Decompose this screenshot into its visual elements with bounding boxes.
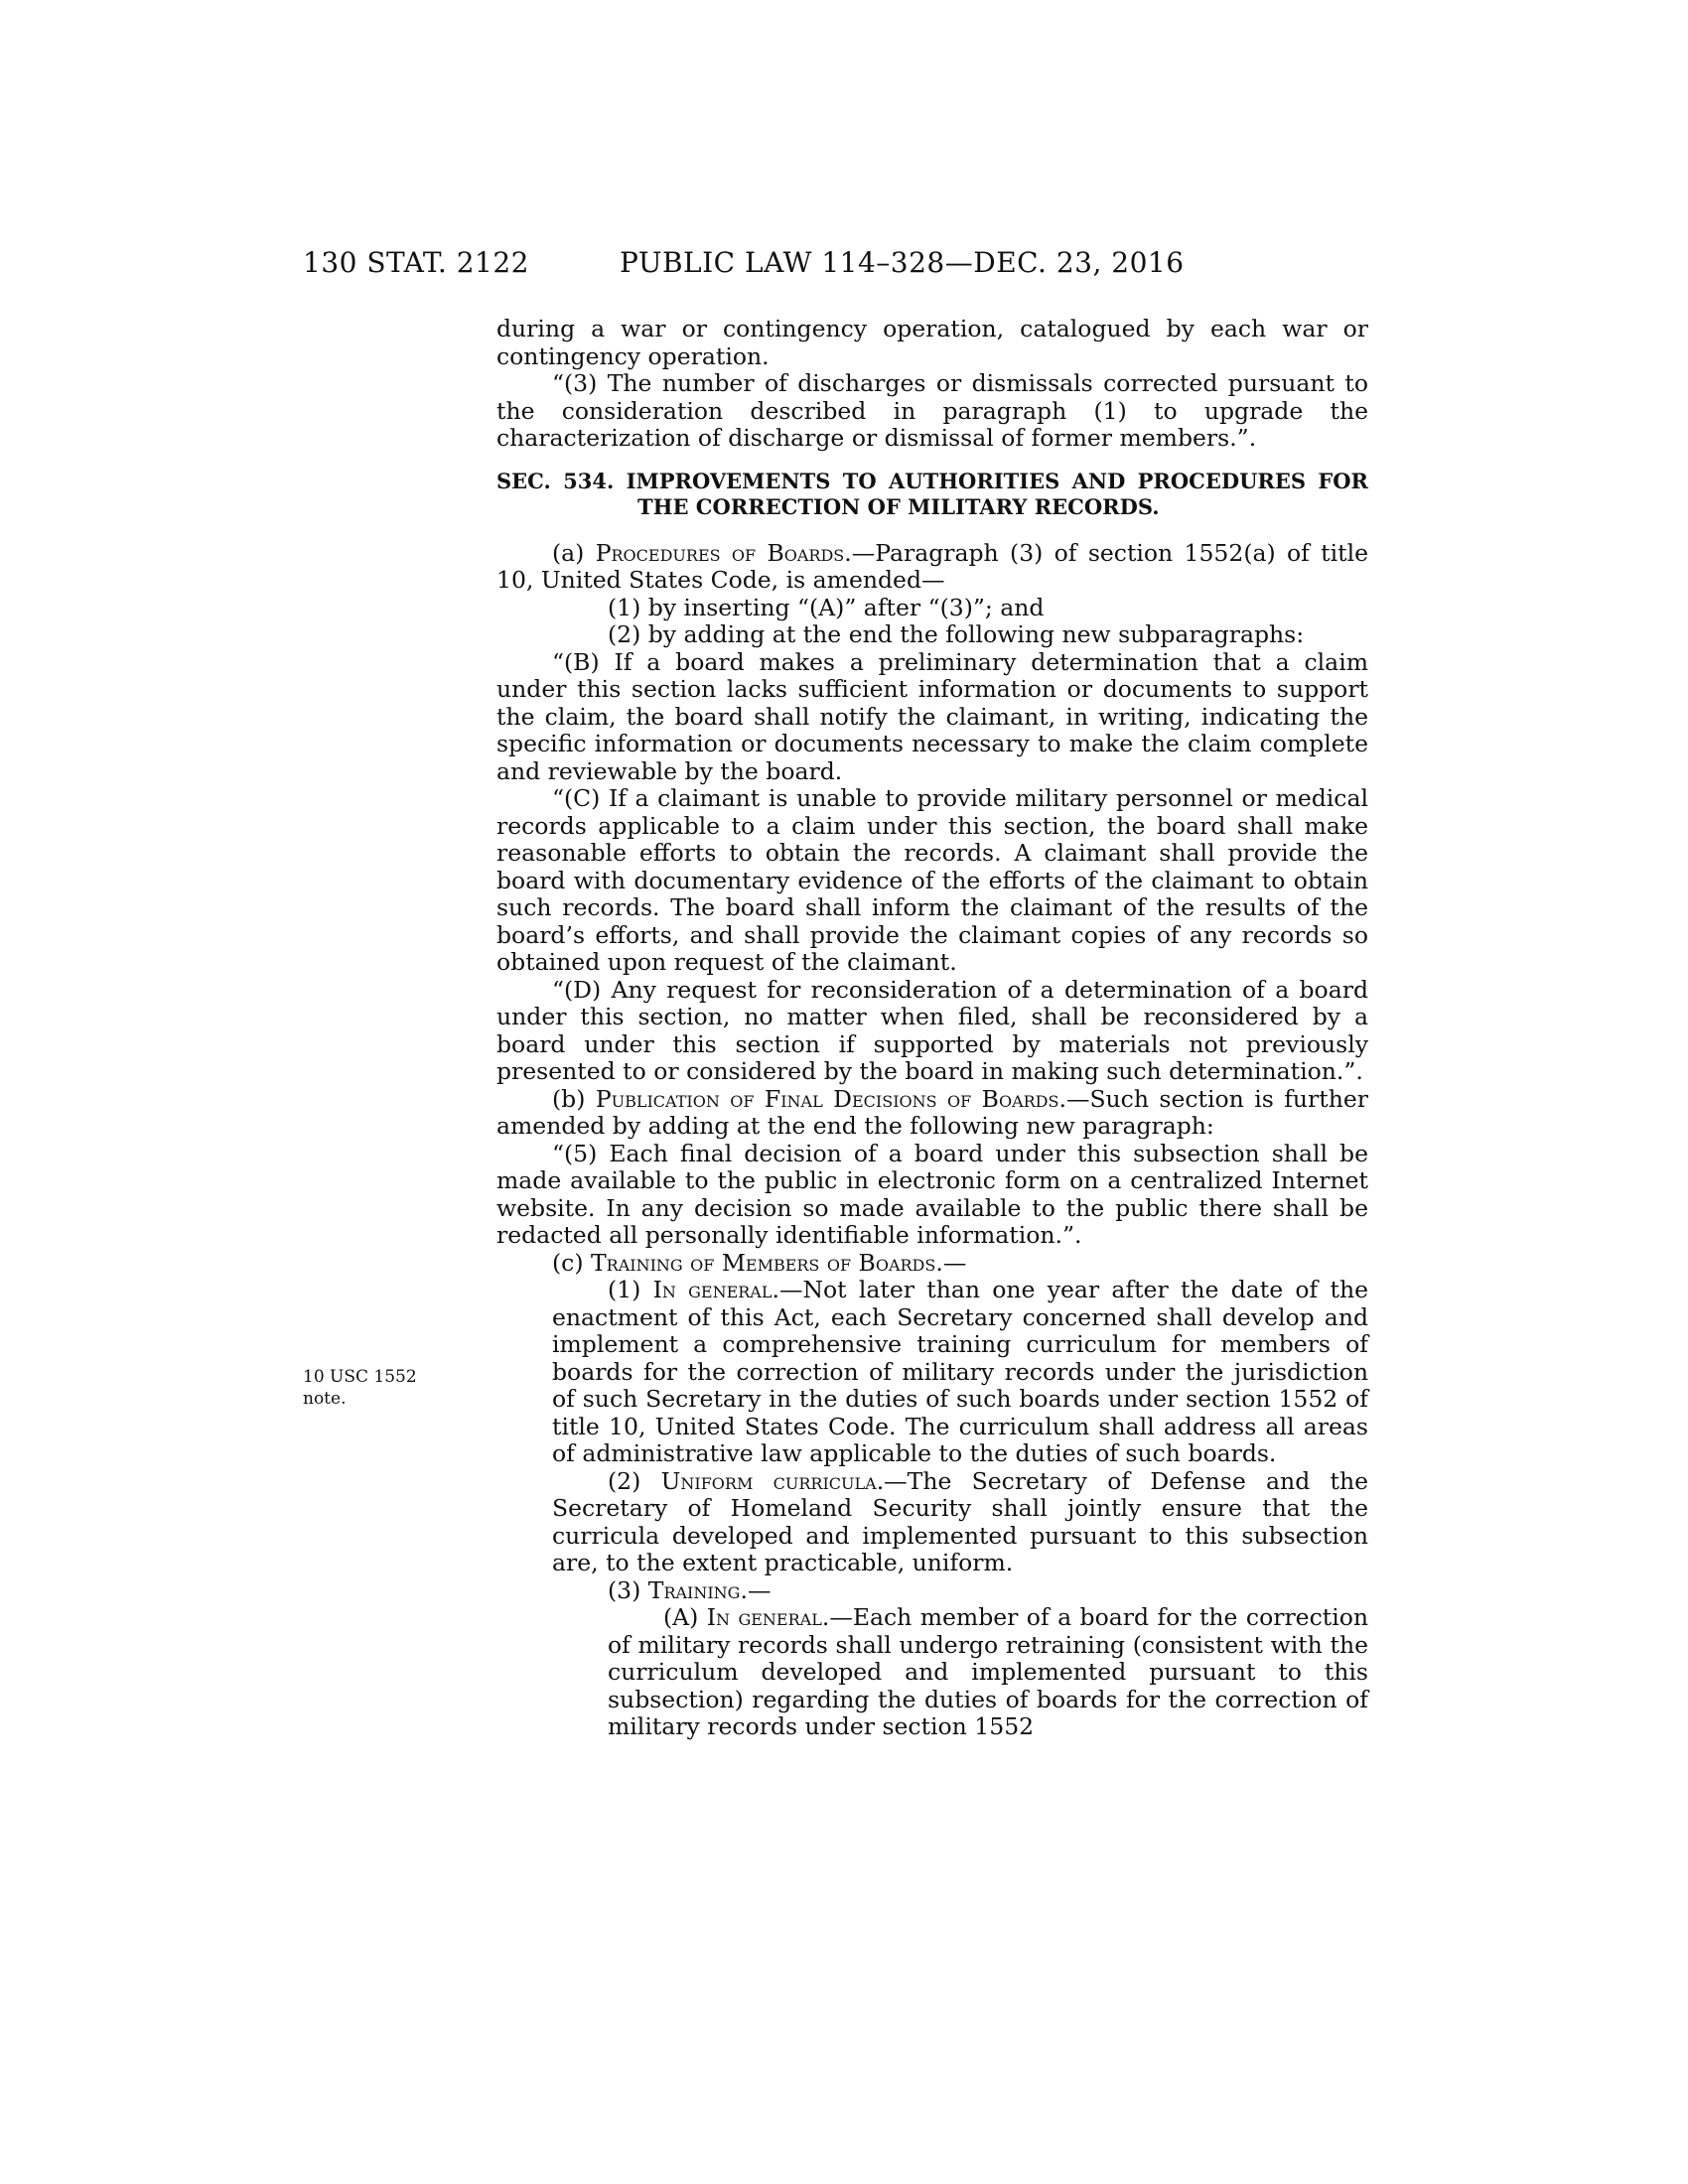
clause-a-1: (1) by inserting “(A)” after “(3)”; and [608, 593, 1045, 621]
paragraph-c-3 [496, 1577, 1368, 1605]
section-heading: SEC. 534. IMPROVEMENTS TO AUTHORITIES AND PROCEDURES FOR THE CORRECTION OF MILITARY RECORDS. [496, 468, 1368, 519]
paragraph-c-2 [496, 1468, 1368, 1577]
paragraph-c-1-text: .—Not later than one year after the date of the enactment of this Act, each Secretary concerned shall develop and implement a comprehensive training curriculum for members of boards for the correction of military records under the jurisdiction of such Secretary in the duties of such boards under section 1552 of title 10, United States Code. The curriculum shall address all areas of administrative law applicable to the duties of such boards. [552, 1276, 1368, 1467]
subparagraph-c-3-A-caption: In general [706, 1603, 822, 1631]
subsection-a [496, 540, 1368, 595]
stat-page-number: 130 STAT. 2122 [303, 246, 529, 279]
paragraph-c-1-caption: In general [652, 1276, 773, 1303]
clause-a-2: (2) by adding at the end the following new subparagraphs: [608, 620, 1305, 648]
paragraph-c-3-caption: Training [647, 1575, 741, 1604]
subsection-b-text: .—Such section is further amended by adding at the end the following new paragraph: [496, 1084, 1368, 1140]
paragraph-c-2-text: .—The Secretary of Defense and the Secretary of Homeland Security shall jointly ensure that the curricula developed and implemented pursuant to this subsection are, to the extent practicable, uniform. [552, 1466, 1369, 1576]
margin-note-line-2: note. [303, 1389, 347, 1409]
subsection-c [496, 1250, 1368, 1278]
subparagraph-c-3-A [496, 1604, 1368, 1741]
subsection-c-text: .— [935, 1248, 967, 1277]
paragraph-continuation: during a war or contingency operation, catalogued by each war or contingency operation. [496, 315, 1368, 370]
subparagraph-B: “(B) If a board makes a preliminary determination that a claim under this section lacks sufficient information or documents to support the claim, the board shall notify the claimant, in writing, indicating the specific information or documents necessary to make the claim complete and reviewable by the board. [496, 647, 1368, 785]
subparagraph-D: “(D) Any request for reconsideration of a determination of a board under this section, no matter when filed, shall be reconsidered by a board under this section if supported by materials not previously presented to or considered by the board in making such determination.”. [496, 975, 1368, 1085]
paragraph-3: “(3) The number of discharges or dismissals corrected pursuant to the consideration described in paragraph (1) to upgrade the characterization of discharge or dismissal of former members.”. [496, 369, 1368, 452]
paragraph-c-1-label: (1) [608, 1276, 653, 1303]
subparagraph-c-3-A-text: .—Each member of a board for the correction of military records shall undergo retraining (consistent with the curriculum developed and implemented pursuant to this subsection) regarding the duties of boards for the correction of military records under section 1552 [608, 1603, 1368, 1740]
margin-note [303, 1366, 482, 1410]
subsection-a-text: .—Paragraph (3) of section 1552(a) of title 10, United States Code, is amended— [496, 538, 1368, 594]
subparagraph-C: “(C) If a claimant is unable to provide military personnel or medical records applicable to a claim under this section, the board shall make reasonable efforts to obtain the records. A claimant shall provide the board with documentary evidence of the efforts of the claimant to obtain such records. The board shall inform the claimant of the results of the board’s efforts, and shall provide the claimant copies of any records so obtained upon request of the claimant. [496, 784, 1368, 976]
statute-text [496, 316, 1368, 1741]
paragraph-5: “(5) Each final decision of a board under this subsection shall be made available to the public in electronic form on a centralized Internet website. In any decision so made available to the public there shall be redacted all personally identifiable information.”. [496, 1139, 1368, 1249]
subsection-a-label: (a) [552, 538, 596, 567]
paragraph-c-2-label: (2) [608, 1466, 661, 1495]
paragraph-c-3-text: .— [740, 1575, 772, 1604]
subsection-b [496, 1086, 1368, 1141]
subsection-a-caption: Procedures of Boards [595, 538, 845, 567]
paragraph-c-3-label: (3) [608, 1575, 648, 1604]
public-law-citation: PUBLIC LAW 114–328—DEC. 23, 2016 [620, 246, 1185, 279]
subsection-b-label: (b) [552, 1084, 596, 1113]
margin-note-line-1: 10 USC 1552 [303, 1367, 417, 1387]
paragraph-c-2-caption: Uniform curricula [660, 1466, 877, 1495]
subsection-b-caption: Publication of Final Decisions of Boards [595, 1084, 1059, 1113]
paragraph-c-1 [496, 1277, 1368, 1468]
subsection-c-caption: Training of Members of Boards [590, 1248, 936, 1277]
subparagraph-c-3-A-label: (A) [663, 1603, 707, 1631]
subsection-c-label: (c) [552, 1248, 591, 1277]
